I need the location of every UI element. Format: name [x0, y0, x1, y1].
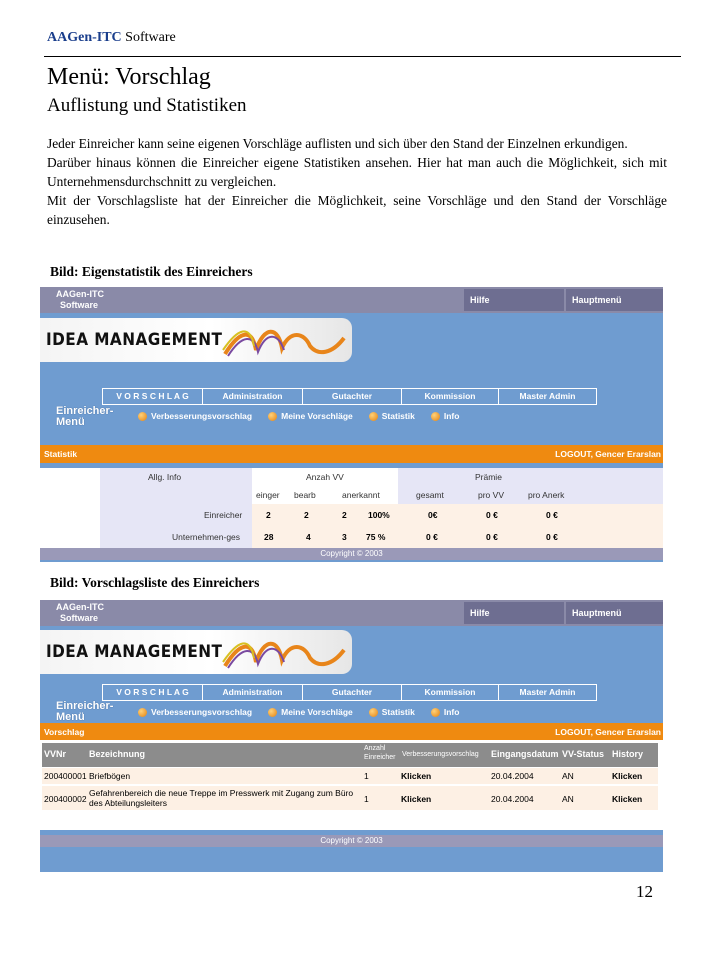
paragraph: Mit der Vorschlagsliste hat der Einreicher die Möglichkeit, seine Vorschläge und den Stand der Vorschläge einzusehen. — [47, 193, 667, 227]
tab-gutachter[interactable]: Gutachter — [302, 684, 402, 701]
menu-label — [56, 406, 113, 428]
page-title: Menü: Vorschlag — [47, 64, 211, 90]
row-anzahl: 1 — [364, 771, 369, 781]
col-header-verbesserungsvorschlag: Verbesserungsvorschlag — [402, 751, 479, 758]
col-header-bezeichnung: Bezeichnung — [89, 749, 146, 759]
bullet-icon — [138, 708, 147, 717]
stats-value: 0 € — [546, 532, 558, 542]
menu-item-info[interactable] — [431, 705, 460, 719]
stats-col-gesamt: gesamt — [416, 490, 444, 500]
stats-col-pro-anerk: pro Anerk — [528, 490, 565, 500]
stats-col-bearb: bearb — [294, 490, 316, 500]
section-bar — [40, 723, 663, 741]
row-anzahl: 1 — [364, 794, 369, 804]
section-title: Vorschlag — [44, 727, 85, 737]
stats-value: 2 — [342, 510, 347, 520]
stats-value: 0€ — [428, 510, 438, 520]
app-brand-line2: Software — [60, 300, 99, 310]
header-brand — [47, 30, 176, 46]
stats-value: 0 € — [426, 532, 438, 542]
menu-item-label: Meine Vorschläge — [281, 411, 353, 421]
figure-caption-list: Bild: Vorschlagsliste des Einreichers — [50, 575, 260, 590]
stats-value: 0 € — [546, 510, 558, 520]
top-nav — [180, 287, 663, 313]
paragraph: Jeder Einreicher kann seine eigenen Vorschläge auflisten und sich über den Stand der Einzelnen erkundigen. — [47, 136, 628, 151]
tab-gutachter[interactable]: Gutachter — [302, 388, 402, 405]
banner-text: IDEA MANAGEMENT — [46, 330, 223, 350]
menu-panel — [40, 372, 663, 442]
bullet-icon — [369, 708, 378, 717]
main-tabs — [102, 388, 596, 405]
proposal-list-table — [40, 740, 663, 830]
swoosh-logo-icon — [220, 320, 350, 362]
statistics-table — [40, 468, 663, 550]
screenshot-proposal-list — [40, 600, 663, 872]
row-vv-link[interactable]: Klicken — [401, 771, 432, 781]
app-brand — [40, 600, 180, 626]
header-brand-bold: AAGen-ITC — [47, 30, 122, 45]
tab-master-admin[interactable]: Master Admin — [498, 388, 597, 405]
help-link[interactable]: Hilfe — [464, 602, 564, 624]
page-subtitle: Auflistung und Statistiken — [47, 95, 247, 116]
bullet-icon — [431, 412, 440, 421]
stats-value: 0 € — [486, 510, 498, 520]
col-header-vv-status: VV-Status — [562, 749, 605, 759]
stats-header-allg-info: Allg. Info — [148, 472, 182, 482]
tab-vorschlag[interactable]: V O R S C H L A G — [102, 684, 203, 701]
stats-header-anzahl-vv: Anzah VV — [306, 472, 344, 482]
logout-link[interactable]: LOGOUT, Gencer Erarslan — [555, 449, 661, 459]
menu-label-line2: Menü — [56, 416, 85, 428]
stats-col-pro-vv: pro VV — [478, 490, 504, 500]
tab-kommission[interactable]: Kommission — [401, 684, 499, 701]
col-header-vvnr: VVNr — [44, 749, 67, 759]
menu-item-label: Statistik — [381, 411, 415, 421]
stats-value: 3 — [342, 532, 347, 542]
tab-vorschlag[interactable]: V O R S C H L A G — [102, 388, 203, 405]
stats-header-praemie: Prämie — [475, 472, 502, 482]
row-vvnr: 200400001 — [44, 771, 87, 781]
app-brand-line2: Software — [60, 613, 99, 623]
row-datum: 20.04.2004 — [491, 771, 534, 781]
top-nav — [180, 600, 663, 626]
menu-item-verbesserungsvorschlag[interactable] — [138, 705, 252, 719]
row-datum: 20.04.2004 — [491, 794, 534, 804]
stats-value: 75 % — [366, 532, 386, 542]
menu-panel — [40, 684, 663, 722]
col-header-history: History — [612, 749, 644, 759]
stats-value: 2 — [266, 510, 271, 520]
menu-label — [56, 701, 113, 723]
stats-value: 2 — [304, 510, 309, 520]
main-menu-link[interactable]: Hauptmenü — [566, 602, 663, 624]
menu-label-line1: Einreicher- — [56, 700, 114, 712]
menu-item-verbesserungsvorschlag[interactable] — [138, 409, 252, 423]
menu-item-label: Info — [443, 411, 460, 421]
menu-item-label: Meine Vorschläge — [281, 707, 353, 717]
section-title: Statistik — [44, 449, 78, 459]
idea-management-banner — [40, 630, 352, 674]
menu-item-meine-vorschlaege[interactable] — [268, 705, 353, 719]
menu-item-label: Verbesserungsvorschlag — [151, 411, 253, 421]
menu-item-info[interactable] — [431, 409, 460, 423]
tab-master-admin[interactable]: Master Admin — [498, 684, 597, 701]
col-header-eingangsdatum: Eingangsdatum — [491, 749, 559, 759]
idea-management-banner — [40, 318, 352, 362]
menu-item-meine-vorschlaege[interactable] — [268, 409, 353, 423]
submenu — [138, 705, 475, 719]
bullet-icon — [268, 708, 277, 717]
tab-administration[interactable]: Administration — [202, 388, 303, 405]
row-vvnr: 200400002 — [44, 794, 87, 804]
row-bezeichnung — [89, 788, 359, 808]
copyright: Copyright © 2003 — [40, 835, 663, 847]
col-header-anzahl-einreicher: Anzahl Einreicher — [364, 745, 396, 761]
row-status: AN — [562, 771, 574, 781]
bullet-icon — [268, 412, 277, 421]
main-tabs — [102, 684, 596, 701]
bullet-icon — [138, 412, 147, 421]
menu-label-line2: Menü — [56, 711, 85, 723]
row-bezeichnung: Briefbögen — [89, 771, 131, 781]
paragraph: Darüber hinaus können die Einreicher eigene Statistiken ansehen. Hier hat man auch die Möglichkeit, sich mit Unternehmensdurchschnitt zu vergleichen. — [47, 155, 667, 189]
row-history-link[interactable]: Klicken — [612, 794, 643, 804]
row-bezeichnung-line2: des Abteilungsleiters — [89, 798, 167, 808]
page-number: 12 — [636, 882, 653, 901]
stats-value: 28 — [264, 532, 274, 542]
menu-item-label: Statistik — [381, 707, 415, 717]
main-menu-link[interactable]: Hauptmenü — [566, 289, 663, 311]
bullet-icon — [369, 412, 378, 421]
stats-value: 100% — [368, 510, 390, 520]
header-rule — [44, 56, 681, 57]
stats-value: 0 € — [486, 532, 498, 542]
copyright: Copyright © 2003 — [40, 548, 663, 560]
body-text — [47, 134, 667, 229]
row-vv-link[interactable]: Klicken — [401, 794, 432, 804]
logout-link[interactable]: LOGOUT, Gencer Erarslan — [555, 727, 661, 737]
row-status: AN — [562, 794, 574, 804]
figure-caption-statistics: Bild: Eigenstatistik des Einreichers — [50, 264, 253, 279]
banner-text: IDEA MANAGEMENT — [46, 642, 223, 662]
stats-col-anerkannt: anerkannt — [342, 490, 380, 500]
app-brand-line1: AAGen-ITC — [56, 602, 104, 612]
app-brand — [40, 287, 180, 313]
submenu — [138, 409, 475, 423]
menu-item-label: Info — [443, 707, 460, 717]
stats-row-label: Einreicher — [204, 510, 243, 520]
tab-administration[interactable]: Administration — [202, 684, 303, 701]
bullet-icon — [431, 708, 440, 717]
screenshot-statistics — [40, 287, 663, 562]
help-link[interactable]: Hilfe — [464, 289, 564, 311]
menu-item-statistik[interactable] — [369, 409, 415, 423]
tab-kommission[interactable]: Kommission — [401, 388, 499, 405]
row-bezeichnung-line1: Gefahrenbereich die neue Treppe im Presswerk mit Zugang zum Büro — [89, 788, 354, 798]
menu-item-statistik[interactable] — [369, 705, 415, 719]
menu-label-line1: Einreicher- — [56, 405, 114, 417]
swoosh-logo-icon — [220, 632, 350, 674]
row-history-link[interactable]: Klicken — [612, 771, 643, 781]
menu-item-label: Verbesserungsvorschlag — [151, 707, 253, 717]
stats-value: 4 — [306, 532, 311, 542]
app-brand-line1: AAGen-ITC — [56, 289, 104, 299]
stats-row-label: Unternehmen-ges — [172, 532, 241, 542]
section-bar — [40, 445, 663, 463]
stats-col-einger: einger — [256, 490, 280, 500]
header-brand-rest: Software — [121, 30, 176, 45]
